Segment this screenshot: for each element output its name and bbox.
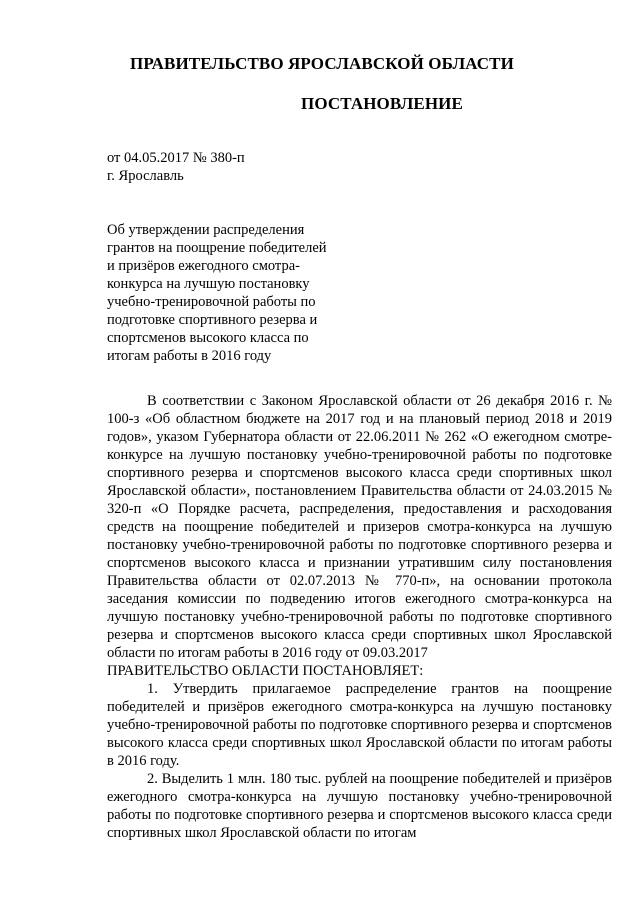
resolves-statement: ПРАВИТЕЛЬСТВО ОБЛАСТИ ПОСТАНОВЛЯЕТ: — [107, 663, 424, 679]
preamble-paragraph: В соответствии с Законом Ярославской области от 26 декабря 2016 г. № 100-з «Об областном бюджете на 2017 год и на плановый период 2018 и 2019 годов», указом Губернатора области от 22.06.2011 № 262 «О ежегодном смотре-конкурсе на лучшую постановку учебно-тренировочной работы по подготовке спортивного резерва и спортсменов высокого класса среди спортивных школ Ярославской области», постановлением Правительства области от 24.03.2015 № 320-п «О Порядке расчета, распределения, предоставления и расходования средств на поощрение победителей и призеров смотра-конкурса на лучшую постановку учебно-тренировочной работы по подготовке спортивного резерва и спортсменов высокого класса и признании утратившим силу постановления Правительства области от 02.07.2013 № 770-п», на основании протокола заседания комиссии по подведению итогов ежегодного смотра-конкурса на лучшую постановку учебно-тренировочной работы по подготовке спортивного резерва и спортсменов высокого класса среди спортивных школ Ярославской области по итогам работы в 2016 году от 09.03.2017 — [107, 393, 612, 661]
decree-title: ПОСТАНОВЛЕНИЕ — [301, 94, 463, 113]
subject-line: спортсменов высокого класса по — [107, 330, 309, 346]
subject-line: и призёров ежегодного смотра- — [107, 258, 300, 274]
government-heading: ПРАВИТЕЛЬСТВО ЯРОСЛАВСКОЙ ОБЛАСТИ — [130, 54, 514, 73]
decree-body — [107, 392, 612, 842]
item-2-paragraph: 2. Выделить 1 млн. 180 тыс. рублей на поощрение победителей и призёров ежегодного смотра-конкурса на лучшую постановку учебно-тренировочной работы по подготовке спортивного резерва и спортсменов высокого класса среди спортивных школ Ярославской области по итогам — [107, 771, 612, 841]
decree-subject — [107, 221, 367, 365]
item-1-paragraph: 1. Утвердить прилагаемое распределение грантов на поощрение победителей и призёров ежегодного смотра-конкурса на лучшую постановку учебно-тренировочной работы по подготовке спортивного резерва и спортсменов высокого класса среди спортивных школ Ярославской области по итогам работы в 2016 году. — [107, 681, 613, 769]
decree-date-number: от 04.05.2017 № 380-п — [107, 150, 245, 166]
subject-line: подготовке спортивного резерва и — [107, 312, 318, 328]
subject-line: грантов на поощрение победителей — [107, 240, 327, 256]
subject-line: итогам работы в 2016 году — [107, 348, 272, 364]
subject-line: Об утверждении распределения — [107, 222, 305, 238]
subject-line: конкурса на лучшую постановку — [107, 276, 310, 292]
decree-city: г. Ярославль — [107, 168, 184, 184]
subject-line: учебно-тренировочной работы по — [107, 294, 316, 310]
decree-meta — [107, 149, 245, 185]
